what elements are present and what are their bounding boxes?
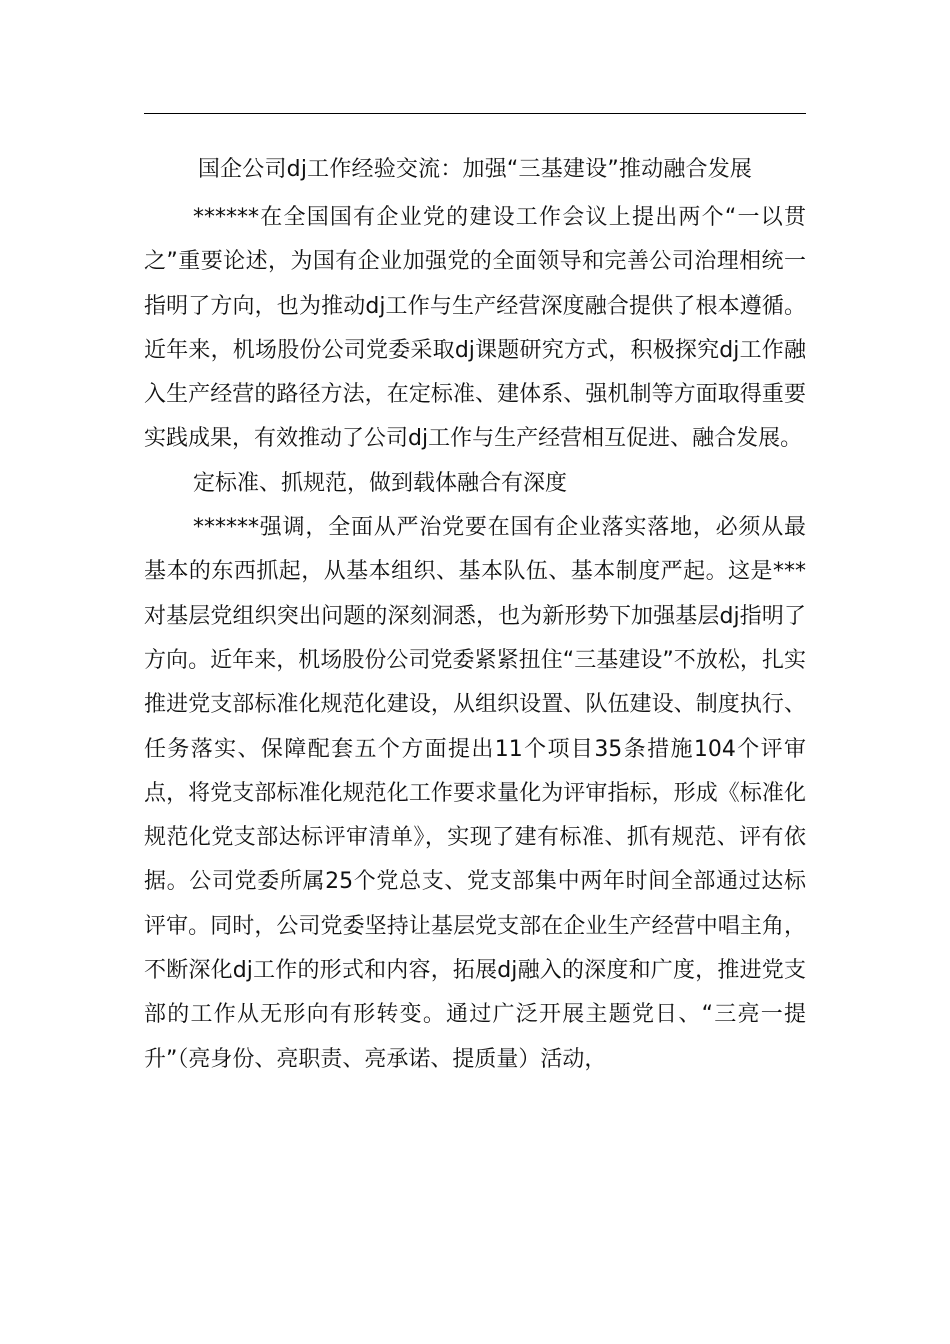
- section-heading: 定标准、抓规范，做到载体融合有深度: [193, 470, 568, 496]
- header-rule: [144, 113, 806, 114]
- document-title: 国企公司dj工作经验交流：加强“三基建设”推动融合发展: [197, 157, 753, 182]
- paragraph-intro: ******在全国国有企业党的建设工作会议上提出两个“一以贯之”重要论述，为国有企业加强党的全面领导和完善公司治理相统一指明了方向，也为推动dj工作与生产经营深度融合提供了根本遵循。近年来，机场股份公司党委采取dj课题研究方式，积极探究dj工作融入生产经营的路径方法，在定标准、建体系、强机制等方面取得重要实践成果，有效推动了公司dj工作与生产经营相互促进、融合发展。: [144, 205, 806, 452]
- document-body: [144, 196, 806, 1082]
- paragraph-three-basics: ******强调，全面从严治党要在国有企业落实落地，必须从最基本的东西抓起，从基本组织、基本队伍、基本制度严起。这是***对基层党组织突出问题的深刻洞悉，也为新形势下加强基层dj指明了方向。近年来，机场股份公司党委紧紧扭住“三基建设”不放松，扎实推进党支部标准化规范化建设，从组织设置、队伍建设、制度执行、任务落实、保障配套五个方面提出11个项目35条措施104个评审点，将党支部标准化规范化工作要求量化为评审指标，形成《标准化规范化党支部达标评审清单》，实现了建有标准、抓有规范、评有依据。公司党委所属25个党总支、党支部集中两年时间全部通过达标评审。同时，公司党委坚持让基层党支部在企业生产经营中唱主角，不断深化dj工作的形式和内容，拓展dj融入的深度和广度，推进党支部的工作从无形向有形转变。通过广泛开展主题党日、“三亮一提升”（亮身份、亮职责、亮承诺、提质量）活动，: [144, 515, 806, 1072]
